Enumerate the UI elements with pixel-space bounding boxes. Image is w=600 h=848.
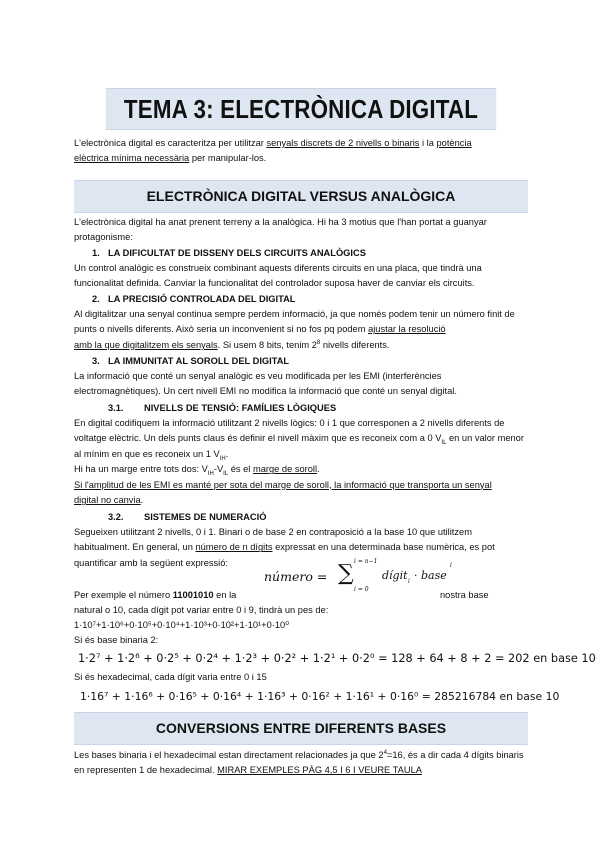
p2-sup: 8 (316, 339, 321, 346)
p5-sub-ih: IH (207, 471, 214, 478)
p6-underline-a: Si l'amplitud de les EMI es manté per sota del marge de soroll, la informació que transporta un senyal (74, 479, 492, 490)
p4-sub-ih: IH (219, 455, 226, 462)
p2-underline-c: amb la que digitalitzem els senyals (74, 339, 218, 350)
intro-text-6: per manipular-los. (189, 153, 267, 164)
section-heading-conversions: CONVERSIONS ENTRE DIFERENTS BASES (74, 712, 528, 745)
example-line-right: nostra base (440, 590, 489, 600)
section-heading-digital-vs-analog: ELECTRÒNICA DIGITAL VERSUS ANALÒGICA (74, 180, 528, 213)
formula-digit-index: i (408, 578, 410, 585)
p4-text-e: . (225, 448, 229, 459)
formula-lhs: número = (264, 569, 328, 584)
p4-text-a: En digital codifiquem la informació utilitzant 2 nivells lògics: 0 i 1 que corresponen a 2 nivells diferents de voltatge elèctric. Un dels punts claus és definir el nivell màxim que es reconeix com a 0 V (74, 418, 505, 444)
item2-number: 2. (92, 294, 100, 304)
see-examples-link: MIRAR EXEMPLES PÀG 4,5 I 6 I VEURE TAULA (217, 765, 422, 776)
p2-text-f: nivells diferents. (320, 339, 390, 350)
p5-text-a: Hi ha un marge entre tots dos: V (74, 464, 208, 475)
intro-paragraph (74, 136, 528, 167)
formula-base-exp: i (450, 562, 452, 569)
intro-underline-2: potència (436, 138, 472, 148)
sub31-title: NIVELLS DE TENSIÓ: FAMÍLIES LÒGIQUES (144, 403, 337, 413)
item3-title: LA IMMUNITAT AL SOROLL DEL DIGITAL (108, 356, 290, 366)
sigma-icon: ∑ (338, 561, 354, 586)
p8-text-c: en la (213, 590, 237, 600)
noise-margin-term: marge de soroll (252, 464, 318, 475)
p2-text-a: Al digitalitzar una senyal continua sempre perdem informació, ja que només podem tenir un número finit de punts o nivells diferents. Això seria un inconvenient si no fos pq podem (74, 309, 515, 335)
formula-lower-limit: i = 0 (354, 586, 369, 593)
p5-text-g: . (317, 464, 320, 475)
formula-upper-limit: i = n−1 (354, 558, 378, 565)
item1-title: LA DIFICULTAT DE DISSENY DELS CIRCUITS ANALÒGICS (108, 248, 366, 258)
binary-equation: 1·2⁷ + 1·2⁶ + 0·2⁵ + 0·2⁴ + 1·2³ + 0·2² + 1·2¹ + 0·2⁰ = 128 + 64 + 8 + 2 = 202 en base 10 (78, 652, 596, 665)
intro-text-1: L'electrònica digital es caracteritza per utilitzar (74, 138, 267, 148)
hex-equation: 1·16⁷ + 1·16⁶ + 0·16⁵ + 0·16⁴ + 1·16³ + 0·16² + 1·16¹ + 0·16⁰ = 285216784 en base 10 (80, 690, 560, 703)
page-title: TEMA 3: ELECTRÒNICA DIGITAL (106, 88, 496, 130)
p5-text-e: és el (228, 464, 253, 475)
hex-label: Si és hexadecimal, cada dígit varia entre 0 i 15 (74, 672, 267, 682)
binary-label: Si és base binaria 2: (74, 635, 159, 645)
p8-text-a: Per exemple el número (74, 590, 173, 600)
section1-intro: L'electrònica digital ha anat prenent terreny a la analògica. Hi ha 3 motius que l'han portat a guanyar protagonisme: (74, 217, 487, 243)
sub31-paragraph (74, 416, 528, 508)
conversions-paragraph (74, 748, 528, 779)
item1-paragraph: Un control analògic es construeix combinant aquests diferents circuits en una placa, que tindrà una funcionalitat definida. Canviar la funcionalitat del controlador suposa haver de canviar els circuits. (74, 263, 482, 289)
p5-text-c: -V (213, 464, 224, 475)
s2-text-c: =16, és a dir cada 4 dígits binaris en representen 1 de hexadecimal. (74, 750, 524, 776)
intro-underline-3: elèctrica mínima necessària (74, 153, 190, 164)
intro-text-3: i la (419, 138, 437, 148)
item1-number: 1. (92, 248, 100, 258)
s2-text-a: Les bases binaria i el hexadecimal estan directament relacionades ja que 2 (74, 750, 384, 760)
s2-sup: 4 (383, 749, 387, 756)
example-number: 11001010 (172, 590, 214, 600)
item2-paragraph (74, 307, 528, 353)
item2-title: LA PRECISIÓ CONTROLADA DEL DIGITAL (108, 294, 296, 304)
sub32-number: 3.2. (108, 512, 124, 522)
natural-base-text: natural o 10, cada dígit pot variar entre 0 i 9, tindrà un pes de: (74, 605, 329, 615)
p4-sub-il: IL (441, 440, 447, 447)
p6-underline-b: digital no canvia (74, 495, 141, 506)
p7-text-a: Segueixen utilitzant 2 nivells, 0 i 1. Binari o de base 2 en contraposició a la base 10 que utilitzem habitualment. En general, un (74, 527, 472, 553)
p4-text-c: en un valor menor al mínim en que es reconeix un 1 V (74, 433, 524, 459)
sub32-title: SISTEMES DE NUMERACIÓ (144, 512, 267, 522)
p7-text-c: expressat en una determinada base numèrica, es pot quantificar amb la següent expressió: (74, 542, 495, 568)
item3-paragraph: La informació que conté un senyal analògic es veu modificada per les EMI (interferències electromagnètiques). Un cert nivell EMI no modifica la informació que conté un senyal digital. (74, 371, 457, 397)
formula-digit: dígit (382, 569, 408, 582)
p7-underline-b: número de n dígits (195, 542, 273, 553)
p5-sub-il: IL (223, 471, 229, 478)
intro-underline-1: senyals discrets de 2 nivells o binaris (266, 138, 420, 148)
p2-text-d: . Si usem 8 bits, tenim 2 (217, 339, 317, 350)
decimal-weights: 1·10⁷+1·10⁶+0·10⁵+0·10⁴+1·10³+0·10²+1·10¹+0·10⁰ (74, 620, 289, 630)
p2-underline-b: ajustar la resolució (368, 324, 446, 335)
p6-text-c: . (140, 495, 144, 506)
formula-base: · base (414, 569, 447, 582)
sub31-number: 3.1. (108, 403, 124, 413)
item3-number: 3. (92, 356, 100, 366)
